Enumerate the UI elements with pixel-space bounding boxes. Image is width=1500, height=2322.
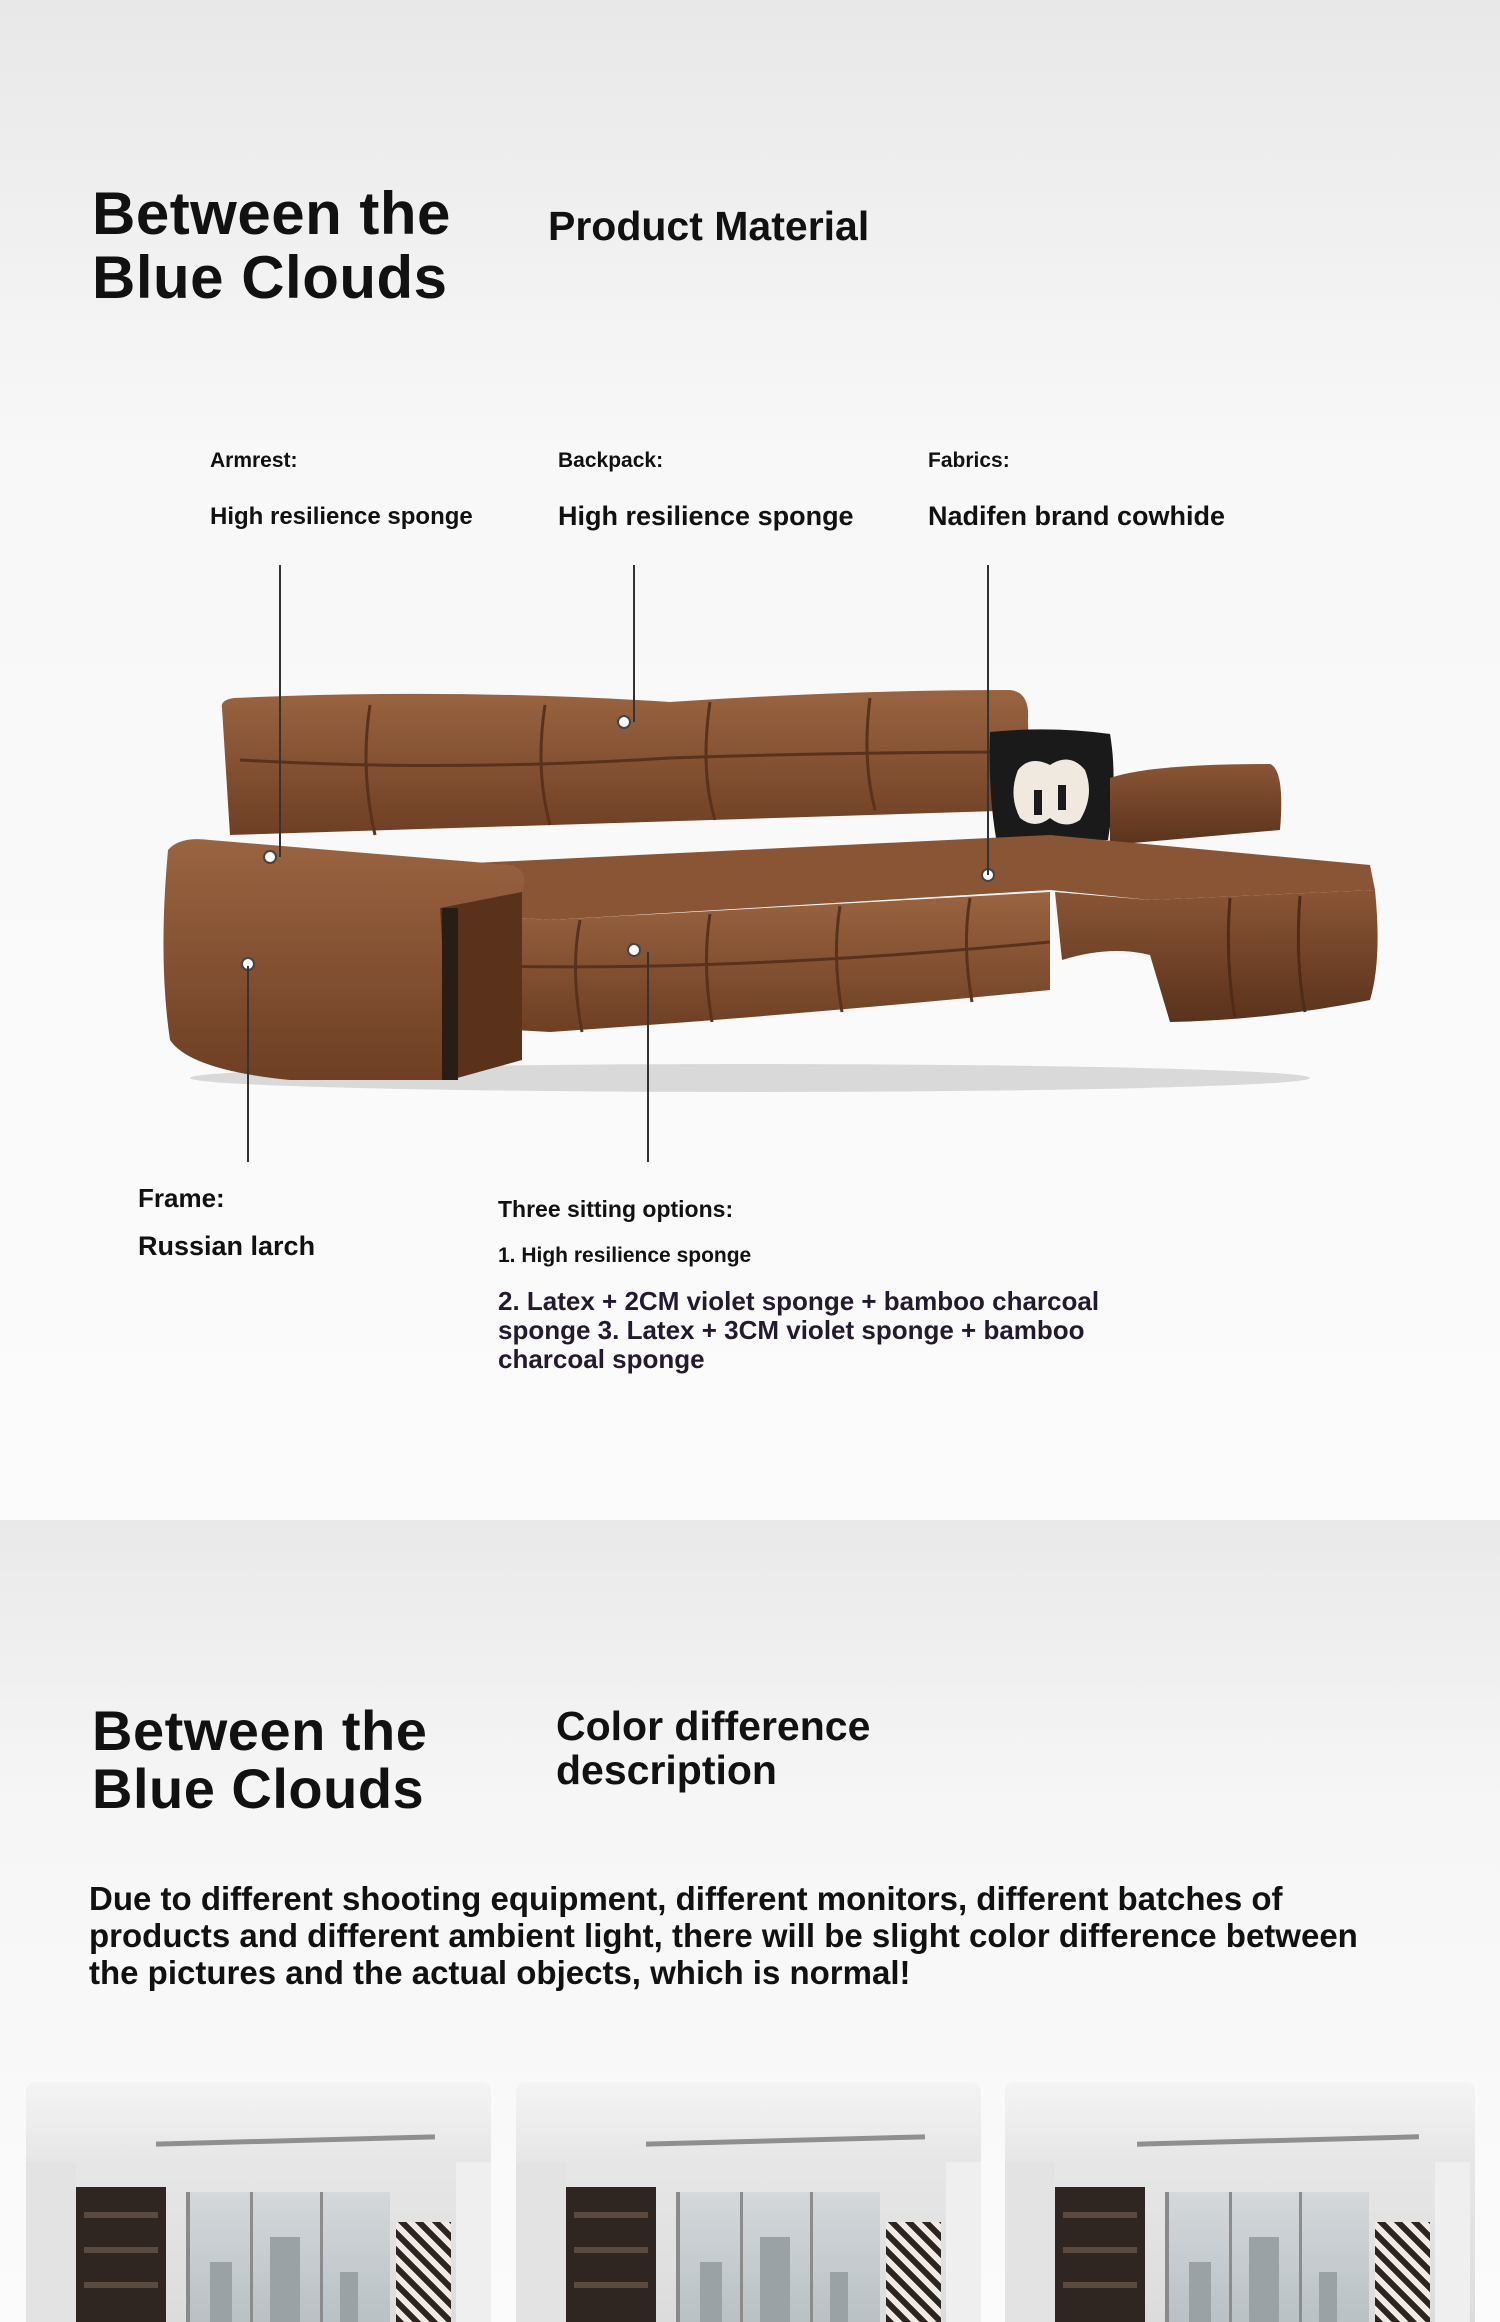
brand-title-2-line1: Between the xyxy=(92,1699,428,1762)
color-difference-heading xyxy=(556,1704,870,1792)
brand-title-2 xyxy=(92,1699,428,1820)
color-difference-note: Due to different shooting equipment, different monitors, different batches of products and different ambient light, there will be slight color difference between the pictures and the actual objects, which is normal! xyxy=(89,1880,1358,1991)
room-photo-1 xyxy=(26,2082,491,2322)
room-photo-3 xyxy=(1005,2082,1475,2322)
sofa-illustration xyxy=(150,660,1380,1100)
throw-pillow xyxy=(990,729,1114,842)
backpack-marker xyxy=(618,716,630,728)
room-photo-2 xyxy=(516,2082,981,2322)
chaise-front xyxy=(1055,890,1378,1022)
color-difference-heading-line2: description xyxy=(556,1747,777,1793)
fabrics-value: Nadifen brand cowhide xyxy=(928,501,1226,531)
armrest-label: Armrest: xyxy=(210,449,298,472)
armrest-leader-line xyxy=(279,565,281,857)
backpack-value: High resilience sponge xyxy=(558,501,854,531)
backpack-label: Backpack: xyxy=(558,449,664,472)
brand-title-2-line2: Blue Clouds xyxy=(92,1757,425,1820)
fabrics-label: Fabrics: xyxy=(928,449,1010,472)
arm-metal-trim xyxy=(442,908,458,1080)
sofa-back xyxy=(222,690,1030,835)
seat-marker xyxy=(628,944,640,956)
sitting-option-1: 1. High resilience sponge xyxy=(498,1244,752,1267)
brand-title-line1: Between the xyxy=(92,180,451,247)
frame-leader-line xyxy=(247,966,249,1162)
seat-leader-line xyxy=(647,952,649,1162)
armrest-marker xyxy=(264,851,276,863)
color-difference-heading-line1: Color difference xyxy=(556,1703,871,1749)
frame-label: Frame: xyxy=(138,1183,225,1213)
sitting-options-2-3: 2. Latex + 2CM violet sponge + bamboo charcoal sponge 3. Latex + 3CM violet sponge + bamboo charcoal sponge xyxy=(498,1286,1100,1374)
armrest-value: High resilience sponge xyxy=(210,503,473,530)
chaise-arm xyxy=(1110,764,1281,845)
frame-value: Russian larch xyxy=(138,1231,316,1261)
fabrics-leader-line xyxy=(987,565,989,875)
product-material-heading: Product Material xyxy=(548,203,870,249)
brand-title-line2: Blue Clouds xyxy=(92,244,448,311)
backpack-leader-line xyxy=(633,565,635,722)
brand-title xyxy=(92,182,451,310)
sitting-options-label: Three sitting options: xyxy=(498,1196,734,1222)
